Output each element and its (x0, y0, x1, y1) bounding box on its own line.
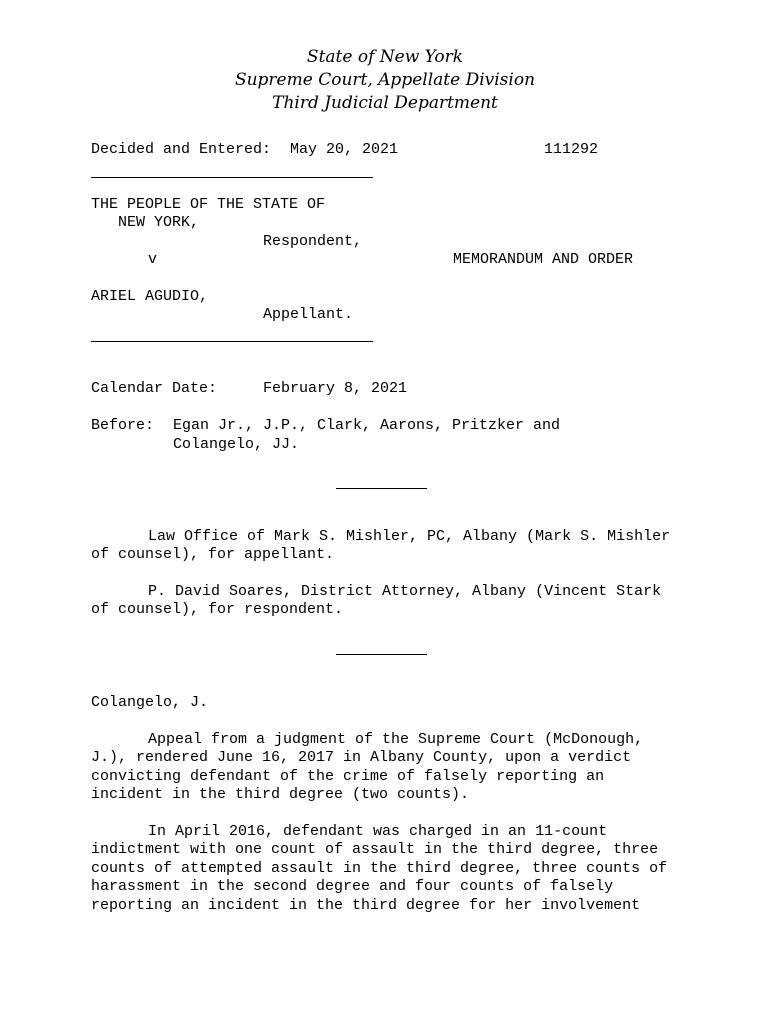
appellant-counsel-line2: of counsel), for appellant. (91, 546, 335, 563)
paragraph-line: reporting an incident in the third degree for her involvement (91, 897, 641, 914)
paragraph-line: counts of attempted assault in the third degree, three counts of (91, 860, 668, 877)
decided-date: May 20, 2021 (290, 141, 399, 158)
party1-line2: NEW YORK, (118, 214, 200, 231)
document-type: MEMORANDUM AND ORDER (453, 251, 634, 268)
party1-role: Respondent, (263, 233, 363, 250)
respondent-counsel-line1: P. David Soares, District Attorney, Albany (Vincent Stark (148, 583, 662, 600)
header-state: State of New York (306, 47, 464, 67)
paragraph-line: In April 2016, defendant was charged in an 11-count (148, 823, 608, 840)
caption-top-rule (91, 177, 373, 178)
versus: v (148, 251, 158, 268)
calendar-label: Calendar Date: (91, 380, 218, 397)
header-department: Third Judicial Department (272, 93, 498, 113)
before-line2: Colangelo, JJ. (173, 436, 300, 453)
paragraph-line: J.), rendered June 16, 2017 in Albany County, upon a verdict (91, 749, 632, 766)
calendar-date: February 8, 2021 (263, 380, 408, 397)
party2-name: ARIEL AGUDIO, (91, 288, 209, 305)
before-label: Before: (91, 417, 155, 434)
section-divider (336, 654, 427, 655)
paragraph-line: harassment in the second degree and four counts of falsely (91, 878, 614, 895)
header-court: Supreme Court, Appellate Division (234, 70, 536, 90)
party1-line1: THE PEOPLE OF THE STATE OF (91, 196, 326, 213)
docket-number: 111292 (544, 141, 599, 158)
caption-bottom-rule (91, 341, 373, 342)
paragraph-line: indictment with one count of assault in the third degree, three (91, 841, 659, 858)
appellant-counsel-line1: Law Office of Mark S. Mishler, PC, Albany (Mark S. Mishler (148, 528, 671, 545)
party2-role: Appellant. (263, 306, 354, 323)
paragraph-line: Appeal from a judgment of the Supreme Court (McDonough, (148, 731, 644, 748)
before-line1: Egan Jr., J.P., Clark, Aarons, Pritzker and (173, 417, 561, 434)
respondent-counsel-line2: of counsel), for respondent. (91, 601, 344, 618)
decided-label: Decided and Entered: (91, 141, 272, 158)
section-divider (336, 488, 427, 489)
opinion-author: Colangelo, J. (91, 694, 209, 711)
paragraph-line: incident in the third degree (two counts). (91, 786, 470, 803)
court-header (0, 46, 770, 115)
paragraph-line: convicting defendant of the crime of falsely reporting an (91, 768, 605, 785)
